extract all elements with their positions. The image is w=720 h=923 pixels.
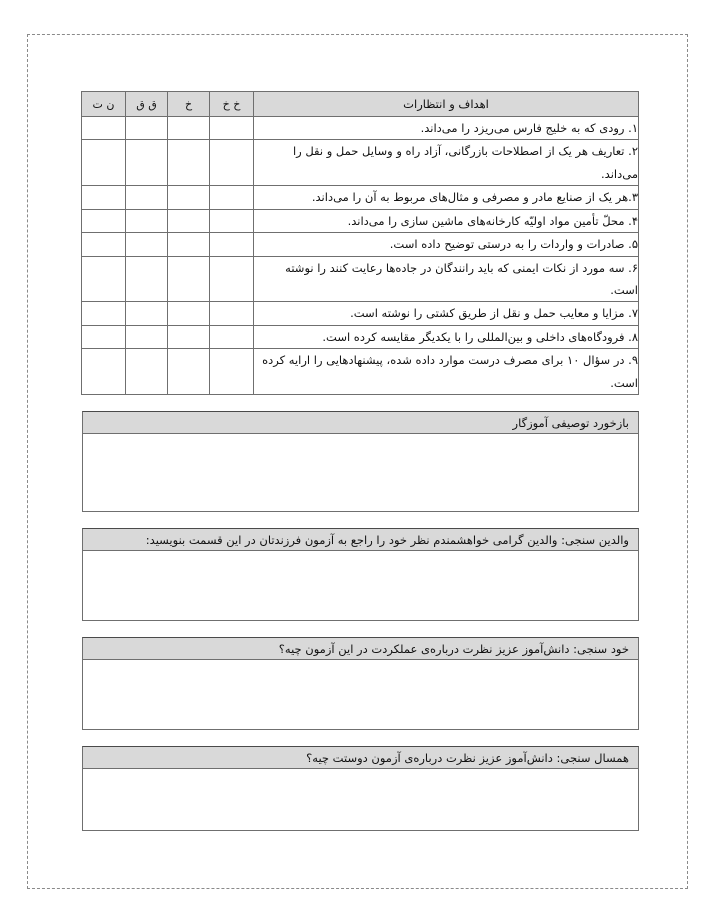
rating-cell-2[interactable] xyxy=(168,302,210,325)
assessment-sheet xyxy=(82,91,639,831)
rating-cell-4[interactable] xyxy=(82,186,126,209)
rating-cell-2[interactable] xyxy=(168,117,210,140)
rating-cell-4[interactable] xyxy=(82,302,126,325)
rating-cell-2[interactable] xyxy=(168,209,210,232)
column-header-rating-1: خ خ xyxy=(210,92,254,117)
section-input-parent-assessment[interactable] xyxy=(82,551,639,621)
rating-cell-1[interactable] xyxy=(210,325,254,348)
table-header-row xyxy=(82,92,639,117)
rating-cell-3[interactable] xyxy=(126,209,168,232)
table-row xyxy=(82,209,639,232)
objective-text: ۴. محلّ تأمین مواد اولیّه کارخانه‌های ماشین سازی را می‌داند. xyxy=(254,209,639,232)
table-row xyxy=(82,256,639,302)
section-input-teacher-feedback[interactable] xyxy=(82,434,639,512)
rating-cell-3[interactable] xyxy=(126,117,168,140)
objective-text: ۱. رودی که به خلیج فارس می‌ریزد را می‌داند. xyxy=(254,117,639,140)
rating-cell-2[interactable] xyxy=(168,325,210,348)
table-row xyxy=(82,233,639,256)
rating-cell-4[interactable] xyxy=(82,140,126,186)
spacer xyxy=(82,395,639,411)
rubric-table-body xyxy=(82,117,639,395)
rating-cell-3[interactable] xyxy=(126,140,168,186)
column-header-goals: اهداف و انتظارات xyxy=(254,92,639,117)
rating-cell-1[interactable] xyxy=(210,233,254,256)
table-row xyxy=(82,186,639,209)
section-input-self-assessment[interactable] xyxy=(82,660,639,730)
column-header-rating-2: خ xyxy=(168,92,210,117)
rating-cell-1[interactable] xyxy=(210,256,254,302)
rating-cell-2[interactable] xyxy=(168,233,210,256)
objective-text: ۲. تعاریف هر یک از اصطلاحات بازرگانی، آزاد راه و وسایل حمل و نقل را می‌داند. xyxy=(254,140,639,186)
rating-cell-2[interactable] xyxy=(168,140,210,186)
table-row xyxy=(82,117,639,140)
rating-cell-4[interactable] xyxy=(82,256,126,302)
rating-cell-1[interactable] xyxy=(210,349,254,395)
rubric-table xyxy=(81,91,639,395)
rating-cell-3[interactable] xyxy=(126,186,168,209)
spacer xyxy=(82,730,639,746)
table-row xyxy=(82,325,639,348)
section-input-peer-assessment[interactable] xyxy=(82,769,639,831)
objective-text: ۵. صادرات و واردات را به درستی توضیح داده است. xyxy=(254,233,639,256)
section-header-self-assessment: خود سنجی: دانش‌آموز عزیز نظرت درباره‌ی عملکردت در این آزمون چیه؟ xyxy=(82,637,639,660)
section-header-peer-assessment: همسال سنجی: دانش‌آموز عزیز نظرت درباره‌ی آزمون دوستت چیه؟ xyxy=(82,746,639,769)
objective-text: ۳.هر یک از صنایع مادر و مصرفی و مثال‌های مربوط به آن را می‌داند. xyxy=(254,186,639,209)
rating-cell-3[interactable] xyxy=(126,325,168,348)
rating-cell-2[interactable] xyxy=(168,186,210,209)
objective-text: ۸. فرودگاه‌های داخلی و بین‌المللی را با یکدیگر مقایسه کرده است. xyxy=(254,325,639,348)
rating-cell-2[interactable] xyxy=(168,256,210,302)
rating-cell-3[interactable] xyxy=(126,302,168,325)
column-header-rating-3: ق ق xyxy=(126,92,168,117)
objective-text: ۷. مزایا و معایب حمل و نقل از طریق کشتی را نوشته است. xyxy=(254,302,639,325)
objective-text: ۶. سه مورد از نکات ایمنی که باید رانندگان در جاده‌ها رعایت کنند را نوشته است. xyxy=(254,256,639,302)
rating-cell-1[interactable] xyxy=(210,209,254,232)
objective-text: ۹. در سؤال ۱۰ برای مصرف درست موارد داده شده، پیشنهادهایی را ارایه کرده است. xyxy=(254,349,639,395)
rating-cell-1[interactable] xyxy=(210,140,254,186)
rubric-table-head xyxy=(82,92,639,117)
table-row xyxy=(82,349,639,395)
rating-cell-3[interactable] xyxy=(126,233,168,256)
table-row xyxy=(82,302,639,325)
section-header-teacher-feedback: بازخورد توصیفی آموزگار xyxy=(82,411,639,434)
rating-cell-3[interactable] xyxy=(126,256,168,302)
spacer xyxy=(82,512,639,528)
table-row xyxy=(82,140,639,186)
rating-cell-1[interactable] xyxy=(210,302,254,325)
rating-cell-4[interactable] xyxy=(82,233,126,256)
rating-cell-4[interactable] xyxy=(82,349,126,395)
rating-cell-4[interactable] xyxy=(82,117,126,140)
rating-cell-3[interactable] xyxy=(126,349,168,395)
column-header-rating-4: ن ت xyxy=(82,92,126,117)
spacer xyxy=(82,621,639,637)
rating-cell-4[interactable] xyxy=(82,325,126,348)
rating-cell-2[interactable] xyxy=(168,349,210,395)
rating-cell-1[interactable] xyxy=(210,186,254,209)
rating-cell-1[interactable] xyxy=(210,117,254,140)
section-header-parent-assessment: والدین سنجی: والدین گرامی خواهشمندم نظر خود را راجع به آزمون فرزندتان در این قسمت بنویسید: xyxy=(82,528,639,551)
rating-cell-4[interactable] xyxy=(82,209,126,232)
